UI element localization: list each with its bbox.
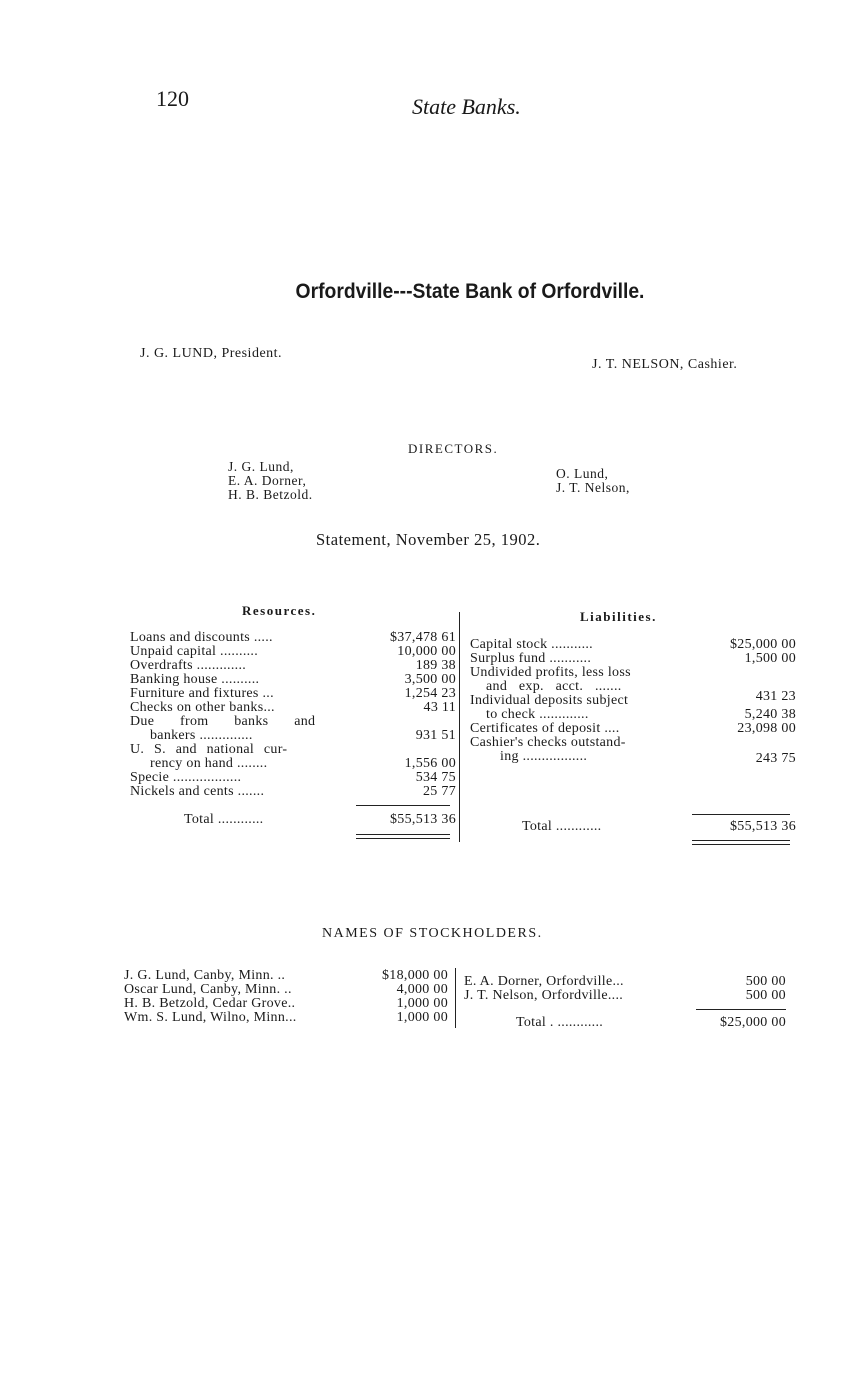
liabilities-heading: Liabilities. [580, 609, 657, 624]
row-amount: 43 11 [423, 700, 456, 715]
stockholders-divider [455, 968, 456, 1028]
row-label: Banking house .......... [130, 672, 260, 687]
cashier-line: J. T. NELSON, Cashier. [592, 357, 738, 372]
row-amount: $37,478 61 [390, 630, 456, 645]
total-label: Total ............ [522, 819, 602, 834]
row-amount: 1,500 00 [744, 651, 796, 666]
stockholder-amount: 1,000 00 [396, 1010, 448, 1025]
stockholder-amount: 500 00 [745, 988, 786, 1003]
director-name: J. T. Nelson, [556, 480, 630, 495]
director-name: H. B. Betzold. [228, 487, 313, 502]
row-amount: 25 77 [423, 784, 456, 799]
directors-heading: DIRECTORS. [408, 441, 499, 456]
stockholder-name: J. G. Lund, Canby, Minn. .. [124, 968, 286, 983]
row-amount: 5,240 38 [744, 707, 796, 722]
ledger-row [470, 736, 796, 750]
stockholder-name: Oscar Lund, Canby, Minn. .. [124, 982, 292, 997]
resources-total-row [130, 813, 460, 827]
ledger-row [130, 673, 460, 687]
row-label: Undivided profits, less loss [470, 665, 631, 680]
row-label: Checks on other banks... [130, 700, 275, 715]
ledger-row [130, 743, 460, 757]
ledger-row [470, 722, 796, 736]
director-name: E. A. Dorner, [228, 473, 307, 488]
stockholder-name: Wm. S. Lund, Wilno, Minn... [124, 1010, 297, 1025]
total-double-rule [692, 840, 790, 845]
ledger-row [130, 729, 460, 743]
director-name: O. Lund, [556, 466, 609, 481]
stockholder-name: J. T. Nelson, Orfordville.... [464, 988, 624, 1003]
row-amount: 189 38 [415, 658, 456, 673]
ledger-row [130, 771, 460, 785]
row-amount: 931 51 [415, 728, 456, 743]
row-amount: 243 75 [755, 751, 796, 766]
row-label: Furniture and fixtures ... [130, 686, 274, 701]
total-label: Total ............ [184, 812, 264, 827]
row-label: Cashier's checks outstand- [470, 735, 626, 750]
row-label: Specie .................. [130, 770, 242, 785]
row-amount: 1,556 00 [404, 756, 456, 771]
row-label: ing ................. [500, 749, 588, 764]
directors-right-list [556, 467, 630, 495]
row-label: and exp. acct. ....... [486, 679, 622, 694]
ledger-row [470, 666, 796, 680]
stockholder-row [124, 1011, 450, 1025]
stockholder-row [124, 997, 450, 1011]
ledger-row [470, 708, 796, 722]
row-amount: $25,000 00 [730, 637, 796, 652]
subtotal-rule [692, 814, 790, 815]
stockholder-amount: 4,000 00 [396, 982, 448, 997]
statement-date: Statement, November 25, 1902. [316, 530, 541, 549]
ledger-row [470, 750, 796, 764]
row-label: bankers .............. [150, 728, 253, 743]
ledger-row [130, 631, 460, 645]
stockholder-row [124, 969, 450, 983]
ledger-row [130, 687, 460, 701]
stockholders-heading: NAMES OF STOCKHOLDERS. [322, 926, 543, 941]
stockholder-amount: 1,000 00 [396, 996, 448, 1011]
row-amount: 3,500 00 [404, 672, 456, 687]
row-label: Unpaid capital .......... [130, 644, 259, 659]
total-amount: $55,513 36 [730, 819, 796, 834]
ledger-row [130, 715, 460, 729]
stockholder-row [464, 975, 786, 989]
row-amount: 1,254 23 [404, 686, 456, 701]
ledger-row [130, 701, 460, 715]
page-number: 120 [156, 86, 189, 111]
total-amount: $25,000 00 [720, 1015, 786, 1030]
row-label: Due from banks and [130, 714, 316, 729]
row-label: rency on hand ........ [150, 756, 268, 771]
stockholder-row [464, 989, 786, 1003]
row-label: Individual deposits subject [470, 693, 629, 708]
running-head: State Banks. [412, 94, 521, 119]
bank-title: Orfordville---State Bank of Orfordville. [295, 280, 645, 303]
president-line: J. G. LUND, President. [140, 346, 283, 361]
row-label: Loans and discounts ..... [130, 630, 273, 645]
total-label: Total . ............ [516, 1015, 604, 1030]
stockholder-name: E. A. Dorner, Orfordville... [464, 974, 624, 989]
row-amount: 431 23 [755, 689, 796, 704]
directors-left-list [228, 460, 313, 502]
row-label: U. S. and national cur- [130, 742, 288, 757]
row-amount: 534 75 [415, 770, 456, 785]
row-label: Nickels and cents ....... [130, 784, 265, 799]
ledger-row [130, 645, 460, 659]
director-name: J. G. Lund, [228, 459, 294, 474]
ledger-row [470, 694, 796, 708]
row-label: Overdrafts ............. [130, 658, 247, 673]
subtotal-rule [696, 1009, 786, 1010]
ledger-row [130, 757, 460, 771]
ledger-row [470, 652, 796, 666]
ledger-row [130, 659, 460, 673]
resources-heading: Resources. [242, 603, 317, 618]
subtotal-rule [356, 805, 450, 806]
row-amount: 10,000 00 [397, 644, 456, 659]
row-amount: 23,098 00 [737, 721, 796, 736]
ledger-row [470, 638, 796, 652]
stockholder-row [124, 983, 450, 997]
stockholders-total-row [464, 1016, 786, 1030]
stockholder-amount: $18,000 00 [382, 968, 448, 983]
stockholder-name: H. B. Betzold, Cedar Grove.. [124, 996, 296, 1011]
total-double-rule [356, 834, 450, 839]
total-amount: $55,513 36 [390, 812, 456, 827]
stockholder-amount: 500 00 [745, 974, 786, 989]
row-label: to check ............. [486, 707, 589, 722]
row-label: Certificates of deposit .... [470, 721, 620, 736]
liabilities-total-row [470, 820, 796, 834]
row-label: Capital stock ........... [470, 637, 593, 652]
row-label: Surplus fund ........... [470, 651, 592, 666]
ledger-row [130, 785, 460, 799]
